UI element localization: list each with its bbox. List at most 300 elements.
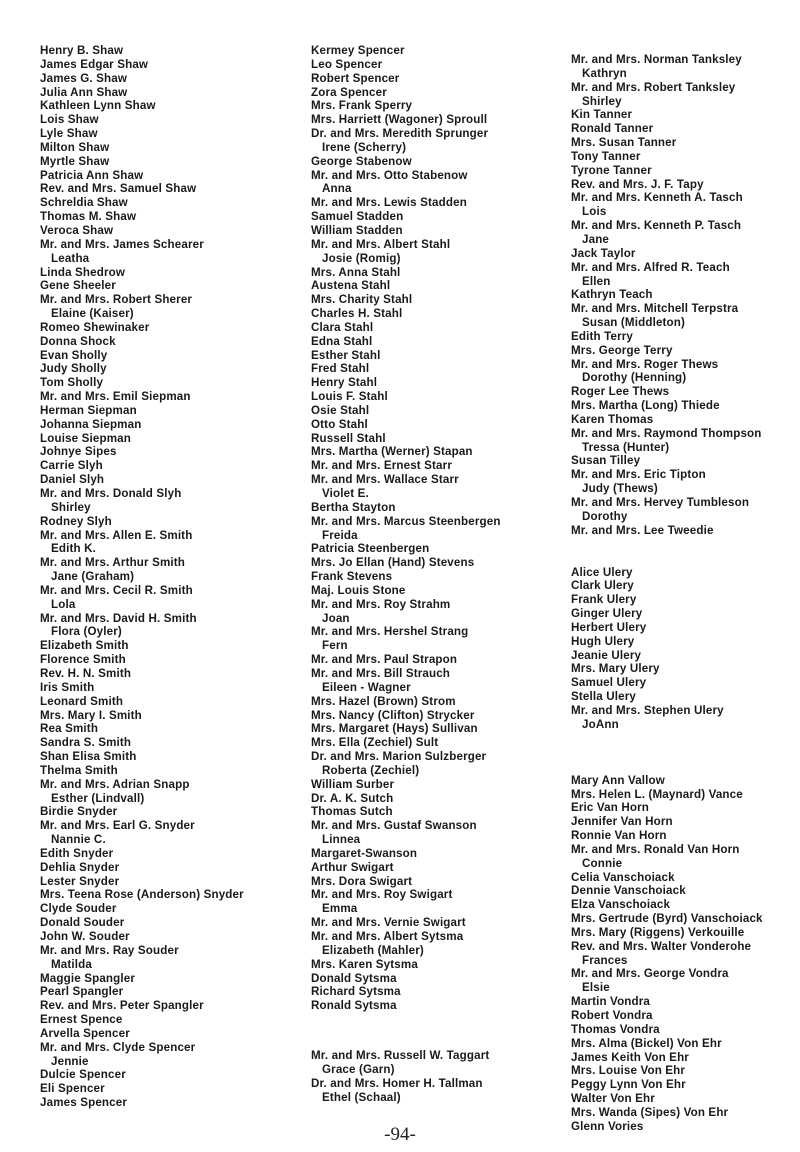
directory-entry [40,210,244,224]
directory-entry [311,307,501,321]
directory-entry [311,778,501,792]
directory-entry [40,321,244,335]
entry-name: Edna Stahl [311,334,373,348]
directory-entry [311,958,501,972]
entry-name: Mr. and Mrs. Vernie Swigart [311,916,466,930]
entry-name: Dr. and Mrs. Meredith Sprunger [311,127,489,141]
directory-entry [311,44,501,58]
directory-entry [40,778,244,806]
entry-name: Mr. and Mrs. Ray Souder [40,943,179,957]
directory-entry [571,843,763,871]
directory-entry [571,1023,763,1037]
directory-entry [571,108,763,122]
entry-name: Donald Sytsma [311,971,397,985]
entry-name: William Surber [311,777,395,791]
directory-entry [571,344,763,358]
entry-name: Fred Stahl [311,362,370,376]
entry-spouse: Ellen [582,274,611,288]
directory-entry [571,399,763,413]
entry-name: Kathleen Lynn Shaw [40,99,156,113]
directory-entry [571,413,763,427]
directory-entry [311,1049,501,1077]
entry-name: Margaret-Swanson [311,846,418,860]
entry-name: Thomas Sutch [311,805,393,819]
directory-entry [311,972,501,986]
directory-entry [40,1082,244,1096]
entry-spouse: Anna [322,182,352,196]
entry-name: Gene Sheeler [40,279,116,293]
entry-name: Lester Snyder [40,874,120,888]
entry-name: Maj. Louis Stone [311,583,406,597]
directory-entry [40,86,244,100]
entry-name: Esther Stahl [311,348,381,362]
directory-entry [571,649,763,663]
directory-entry [40,182,244,196]
entry-name: Mrs. Karen Sytsma [311,957,418,971]
entry-name: James G. Shaw [40,71,128,85]
entry-spouse: Shirley [51,500,91,514]
directory-entry [571,358,763,386]
directory-entry [571,468,763,496]
entry-spouse: Elaine (Kaiser) [51,307,134,321]
entry-name: Bertha Stayton [311,500,396,514]
entry-name: Mr. and Mrs. Roy Strahm [311,597,451,611]
entry-name: Carrie Slyh [40,459,103,473]
directory-entry [571,774,763,788]
directory-entry [571,122,763,136]
entry-name: Mrs. Louise Von Ehr [571,1064,686,1078]
entry-name: Lois Shaw [40,113,99,127]
entry-name: Mrs. Hazel (Brown) Strom [311,694,456,708]
directory-entry [40,847,244,861]
entry-spouse: Susan (Middleton) [582,316,686,330]
entry-name: Mr. and Mrs. Lewis Stadden [311,196,467,210]
entry-name: Peggy Lynn Von Ehr [571,1078,686,1092]
directory-entry [571,635,763,649]
directory-entry [40,390,244,404]
entry-name: Clyde Souder [40,902,117,916]
directory-entry [40,293,244,321]
entry-name: Louise Siepman [40,431,132,445]
entry-name: Richard Sytsma [311,985,401,999]
directory-entry [571,178,763,192]
directory-entry [311,542,501,556]
directory-entry [311,805,501,819]
entry-name: Jeanie Ulery [571,648,642,662]
directory-entry [571,330,763,344]
directory-entry [40,72,244,86]
entry-spouse: Elsie [582,981,610,995]
entry-name: Mrs. Mary I. Smith [40,708,142,722]
directory-entry [40,709,244,723]
directory-entry [311,266,501,280]
directory-entry [571,454,763,468]
entry-name: Judy Sholly [40,362,107,376]
entry-spouse: Elizabeth (Mahler) [322,943,424,957]
directory-entry [40,888,244,902]
directory-entry [311,293,501,307]
directory-entry [311,625,501,653]
entry-name: Johnye Sipes [40,445,117,459]
directory-entry [40,556,244,584]
directory-entry [571,261,763,289]
entry-name: Donald Souder [40,916,125,930]
entry-name: Schreldia Shaw [40,196,128,210]
directory-entry [40,805,244,819]
directory-entry [571,593,763,607]
directory-entry [311,58,501,72]
directory-entry [40,916,244,930]
entry-spouse: Leatha [51,251,90,265]
entry-name: Mr. and Mrs. Bill Strauch [311,666,451,680]
entry-name: Mrs. Martha (Long) Thiede [571,399,720,413]
directory-entry [40,99,244,113]
entry-name: Mrs. Alma (Bickel) Von Ehr [571,1036,722,1050]
directory-entry [40,819,244,847]
directory-entry [571,871,763,885]
directory-entry [40,418,244,432]
entry-name: Mr. and Mrs. Roger Thews [571,357,719,371]
entry-name: Sandra S. Smith [40,736,132,750]
entry-spouse: Josie (Romig) [322,251,401,265]
directory-entry [40,1013,244,1027]
entry-name: Tom Sholly [40,376,104,390]
directory-entry [571,247,763,261]
entry-name: Jennifer Van Horn [571,815,673,829]
entry-name: Thomas Vondra [571,1022,660,1036]
entry-name: Rev. and Mrs. Samuel Shaw [40,182,197,196]
directory-entry [311,888,501,916]
directory-entry [311,404,501,418]
entry-name: Mr. and Mrs. Arthur Smith [40,556,186,570]
directory-entry [311,999,501,1013]
directory-entry [40,445,244,459]
directory-entry [311,695,501,709]
directory-entry [311,598,501,626]
entry-name: Mr. and Mrs. Lee Tweedie [571,523,714,537]
directory-entry [40,141,244,155]
entry-name: Mr. and Mrs. Donald Slyh [40,487,182,500]
column-3 [571,53,763,1134]
entry-spouse: Jane [582,232,610,246]
directory-entry [311,584,501,598]
entry-name: Mr. and Mrs. Roy Swigart [311,888,453,902]
directory-entry [311,376,501,390]
entry-name: Kin Tanner [571,108,633,122]
entry-spouse: Fern [322,639,348,653]
entry-spouse: Emma [322,902,358,916]
directory-entry [571,302,763,330]
directory-entry [311,169,501,197]
entry-name: Dehlia Snyder [40,860,120,874]
entry-name: Elza Vanschoiack [571,898,671,912]
directory-entry [571,566,763,580]
entry-spouse: Edith K. [51,542,96,556]
entry-name: Mrs. Wanda (Sipes) Von Ehr [571,1105,729,1119]
entry-name: Maggie Spangler [40,971,136,985]
entry-spouse: Esther (Lindvall) [51,791,145,805]
directory-entry [40,1027,244,1041]
directory-entry [311,861,501,875]
directory-entry [311,432,501,446]
entry-name: Kermey Spencer [311,44,405,57]
entry-spouse: Lois [582,205,607,219]
directory-entry [571,801,763,815]
entry-name: Mrs. Susan Tanner [571,136,677,150]
entry-name: Milton Shaw [40,140,110,154]
directory-entry [40,224,244,238]
entry-name: Birdie Snyder [40,805,118,819]
entry-name: Veroca Shaw [40,223,114,237]
entry-name: Robert Spencer [311,71,400,85]
entry-name: Roger Lee Thews [571,385,670,399]
entry-name: Thomas M. Shaw [40,210,137,224]
directory-entry [40,155,244,169]
entry-name: Glenn Vories [571,1119,644,1133]
directory-entry [571,1064,763,1078]
entry-name: Mrs. Frank Sperry [311,99,413,113]
entry-name: Mr. and Mrs. Marcus Steenbergen [311,514,501,528]
entry-name: Clark Ulery [571,579,634,593]
directory-entry [571,136,763,150]
directory-entry [311,653,501,667]
entry-name: Mr. and Mrs. Kenneth P. Tasch [571,219,742,233]
directory-entry [311,1077,501,1105]
entry-name: Frank Stevens [311,570,393,584]
directory-entry [311,556,501,570]
entry-spouse: Eileen - Wagner [322,680,411,694]
directory-entry [311,501,501,515]
entry-name: Mrs. George Terry [571,343,673,357]
entry-name: Martin Vondra [571,995,651,1009]
directory-entry [571,995,763,1009]
entry-name: Elizabeth Smith [40,639,129,653]
directory-entry [311,196,501,210]
entry-name: James Edgar Shaw [40,57,149,71]
entry-name: Otto Stahl [311,417,368,431]
entry-spouse: Ethel (Schaal) [322,1090,401,1104]
entry-name: Donna Shock [40,334,116,348]
entry-name: Mr. and Mrs. Gustaf Swanson [311,819,477,833]
entry-spouse: Kathryn [582,66,627,80]
entry-name: Mr. and Mrs. Cecil R. Smith [40,583,193,597]
entry-name: Mr. and Mrs. Allen E. Smith [40,528,193,542]
entry-name: Linda Shedrow [40,265,126,279]
entry-name: Clara Stahl [311,320,374,334]
directory-entry [40,722,244,736]
entry-name: Mr. and Mrs. James Schearer [40,237,204,251]
entry-name: Mr. and Mrs. Otto Stabenow [311,168,468,182]
entry-name: Mrs. Dora Swigart [311,874,413,888]
entry-name: Mrs. Anna Stahl [311,265,401,279]
entry-name: Frank Ulery [571,593,637,607]
entry-name: Susan Tilley [571,454,641,468]
entry-name: Mr. and Mrs. Russell W. Taggart [311,1049,490,1063]
directory-entry [40,861,244,875]
entry-name: Stella Ulery [571,690,636,704]
entry-spouse: Nannie C. [51,833,106,847]
directory-entry [311,473,501,501]
entry-name: Daniel Slyh [40,473,105,487]
directory-entry [571,1078,763,1092]
directory-entry [311,875,501,889]
entry-name: Mr. and Mrs. Kenneth A. Tasch [571,191,743,205]
entry-name: Mr. and Mrs. Hervey Tumbleson [571,496,750,509]
entry-name: Mr. and Mrs. Wallace Starr [311,473,459,487]
entry-name: James Spencer [40,1096,128,1110]
directory-entry [40,127,244,141]
directory-entry [311,459,501,473]
entry-name: Mr. and Mrs. Raymond Thompson [571,426,762,440]
entry-spouse: Connie [582,856,623,870]
entry-name: Evan Sholly [40,348,108,362]
entry-name: Mrs. Teena Rose (Anderson) Snyder [40,888,244,902]
directory-entry [571,1009,763,1023]
directory-entry [571,191,763,219]
entry-name: Eli Spencer [40,1082,105,1096]
section-gap [571,538,763,566]
directory-entry [311,390,501,404]
entry-name: Dr. A. K. Sutch [311,791,394,805]
entry-name: Arthur Swigart [311,860,394,874]
directory-entry [311,736,501,750]
entry-spouse: Lola [51,597,76,611]
entry-name: Mary Ann Vallow [571,773,665,787]
entry-spouse: Joan [322,611,350,625]
entry-name: Ernest Spence [40,1013,123,1027]
directory-entry [40,266,244,280]
directory-entry [40,487,244,515]
entry-name: Mrs. Margaret (Hays) Sullivan [311,722,478,736]
entry-name: Lyle Shaw [40,127,98,141]
entry-name: Walter Von Ehr [571,1092,655,1106]
directory-entry [40,972,244,986]
directory-entry [571,385,763,399]
directory-entry [571,1051,763,1065]
column-2 [311,44,501,1104]
directory-entry [40,1068,244,1082]
directory-entry [40,432,244,446]
entry-spouse: Frances [582,953,628,967]
entry-spouse: Violet E. [322,487,369,500]
entry-name: Mr. and Mrs. Mitchell Terpstra [571,302,739,316]
directory-entry [571,607,763,621]
directory-entry [40,58,244,72]
directory-entry [40,279,244,293]
directory-entry [40,985,244,999]
entry-name: Mrs. Ella (Zechiel) Sult [311,736,439,750]
entry-name: Mrs. Charity Stahl [311,293,413,307]
entry-spouse: Shirley [582,94,622,108]
directory-entry [311,418,501,432]
entry-name: Leo Spencer [311,57,383,71]
directory-entry [40,473,244,487]
entry-name: Tony Tanner [571,149,641,163]
entry-name: Shan Elisa Smith [40,750,137,764]
directory-entry [571,676,763,690]
entry-name: Jack Taylor [571,246,636,260]
entry-name: Mr. and Mrs. Ernest Starr [311,459,452,473]
directory-entry [311,667,501,695]
directory-entry [40,944,244,972]
entry-name: Dr. and Mrs. Marion Sulzberger [311,750,487,764]
directory-entry [40,376,244,390]
directory-entry [571,427,763,455]
directory-entry [311,321,501,335]
directory-entry [40,362,244,376]
entry-name: Mrs. Nancy (Clifton) Strycker [311,708,475,722]
entry-name: Charles H. Stahl [311,307,403,321]
entry-name: Eric Van Horn [571,801,649,815]
entry-spouse: Dorothy [582,509,628,523]
entry-name: James Keith Von Ehr [571,1050,689,1064]
directory-entry [311,224,501,238]
directory-entry [40,999,244,1013]
directory-entry [40,349,244,363]
directory-entry [571,288,763,302]
entry-name: Mr. and Mrs. Stephen Ulery [571,703,724,717]
directory-entry [571,690,763,704]
entry-spouse: Matilda [51,957,92,971]
entry-name: William Stadden [311,223,403,237]
entry-name: Julia Ann Shaw [40,85,128,99]
directory-entry [571,621,763,635]
entry-name: Louis F. Stahl [311,390,388,404]
entry-name: Samuel Stadden [311,210,404,224]
entry-name: Mrs. Mary Ulery [571,662,660,676]
directory-entry [40,169,244,183]
entry-name: Mrs. Mary (Riggens) Verkouille [571,925,745,939]
directory-entry [571,967,763,995]
entry-spouse: Flora (Oyler) [51,625,122,639]
directory-entry [311,445,501,459]
entry-name: Rev. and Mrs. Peter Spangler [40,999,204,1013]
entry-name: Mr. and Mrs. Adrian Snapp [40,777,190,791]
entry-name: Dulcie Spencer [40,1068,126,1082]
entry-name: Edith Snyder [40,846,114,860]
entry-spouse: Dorothy (Henning) [582,371,687,385]
entry-name: Hugh Ulery [571,634,635,648]
entry-name: Ronald Sytsma [311,999,397,1013]
entry-name: Robert Vondra [571,1009,653,1022]
entry-name: Henry Stahl [311,376,378,390]
entry-name: Pearl Spangler [40,985,124,999]
directory-entry [40,1096,244,1110]
directory-entry [311,722,501,736]
entry-name: Mrs. Gertrude (Byrd) Vanschoiack [571,912,763,926]
entry-name: Mr. and Mrs. David H. Smith [40,611,197,625]
entry-name: Alice Ulery [571,565,633,579]
entry-name: Tyrone Tanner [571,163,652,177]
entry-name: Ginger Ulery [571,607,643,621]
directory-entry [40,681,244,695]
directory-entry [40,44,244,58]
entry-spouse: Judy (Thews) [582,482,658,496]
directory-entry [40,529,244,557]
entry-spouse: Grace (Garn) [322,1062,395,1076]
directory-entry [40,902,244,916]
entry-name: Edith Terry [571,329,633,343]
directory-entry [571,524,763,538]
entry-name: Mr. and Mrs. Alfred R. Teach [571,260,730,274]
directory-entry [311,362,501,376]
entry-name: Mr. and Mrs. Hershel Strang [311,625,469,639]
directory-entry [311,750,501,778]
directory-entry [571,53,763,81]
entry-name: Arvella Spencer [40,1026,130,1040]
directory-entry [571,1037,763,1051]
entry-name: Mr. and Mrs. Albert Stahl [311,237,451,251]
